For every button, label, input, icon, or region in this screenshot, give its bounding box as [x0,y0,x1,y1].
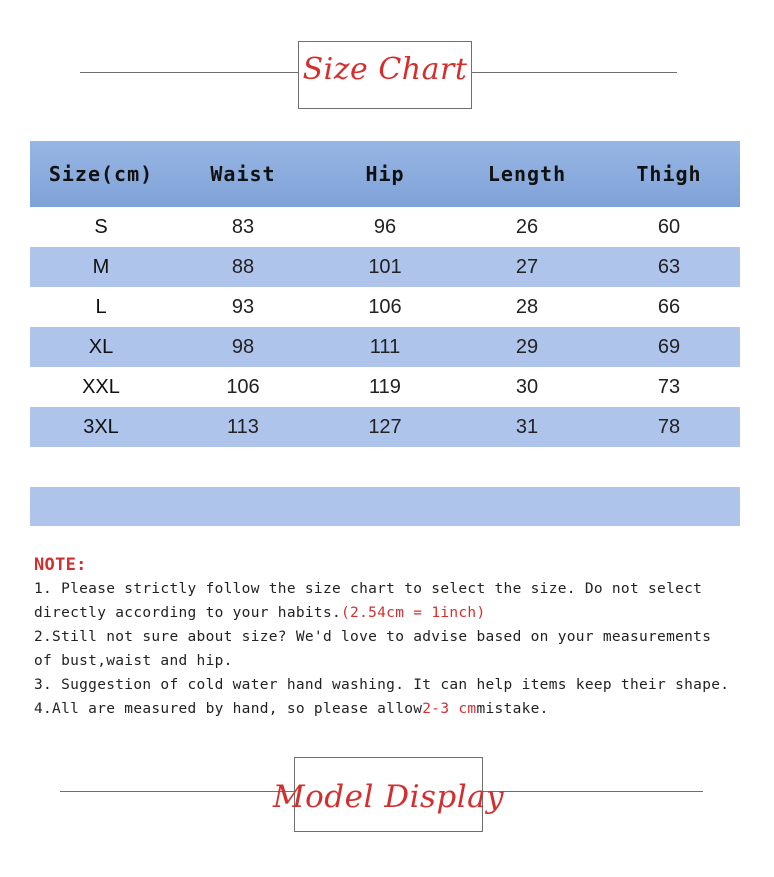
hip-cell: 127 [314,407,456,447]
table-header-row [30,141,740,207]
hip-cell: 106 [314,287,456,327]
table-row [30,327,740,367]
length-cell: 26 [456,207,598,247]
table-row [30,407,740,447]
note-item-1 [34,577,734,625]
note-4-tolerance: 2-3 cm [422,701,477,717]
size-cell: M [30,247,172,287]
size-chart-title: Size Chart [302,51,468,87]
table-row [30,287,740,327]
waist-cell: 98 [172,327,314,367]
note-4-text: 4.All are measured by hand, so please allow [34,701,423,717]
table-row [30,207,740,247]
length-cell: 27 [456,247,598,287]
size-cell: S [30,207,172,247]
size-table [30,141,740,447]
notes-section [34,553,734,721]
hip-cell: 111 [314,327,456,367]
hip-cell: 101 [314,247,456,287]
column-header-length: Length [456,141,598,207]
column-header-hip: Hip [314,141,456,207]
length-cell: 30 [456,367,598,407]
empty-table-band [30,487,740,526]
note-1-conversion: (2.54cm = 1inch) [341,605,486,621]
size-chart-title-frame [298,41,472,109]
model-divider-right [483,791,703,792]
note-item-4 [34,697,734,721]
model-display-title: Model Display [272,778,505,815]
waist-cell: 88 [172,247,314,287]
hip-cell: 96 [314,207,456,247]
table-row [30,367,740,407]
title-divider-right [472,72,677,73]
hip-cell: 119 [314,367,456,407]
length-cell: 28 [456,287,598,327]
waist-cell: 106 [172,367,314,407]
thigh-cell: 66 [598,287,740,327]
thigh-cell: 63 [598,247,740,287]
note-item-3: 3. Suggestion of cold water hand washing. It can help items keep their shape. [34,677,730,693]
column-header-waist: Waist [172,141,314,207]
model-display-title-frame [272,757,505,832]
size-cell: XL [30,327,172,367]
column-header-size: Size(cm) [30,141,172,207]
thigh-cell: 60 [598,207,740,247]
waist-cell: 83 [172,207,314,247]
size-cell: L [30,287,172,327]
note-1-text: 1. Please strictly follow the size chart to select the size. Do not select directly according to your habits. [34,581,703,621]
note-item-2: 2.Still not sure about size? We'd love to advise based on your measurements of bust,waist and hip. [34,629,712,669]
title-divider-left [80,72,298,73]
length-cell: 31 [456,407,598,447]
thigh-cell: 73 [598,367,740,407]
waist-cell: 113 [172,407,314,447]
model-divider-left [60,791,294,792]
notes-heading: NOTE: [34,555,87,575]
length-cell: 29 [456,327,598,367]
table-row [30,247,740,287]
size-cell: XXL [30,367,172,407]
size-cell: 3XL [30,407,172,447]
note-4-suffix: mistake. [476,701,549,717]
waist-cell: 93 [172,287,314,327]
thigh-cell: 78 [598,407,740,447]
column-header-thigh: Thigh [598,141,740,207]
thigh-cell: 69 [598,327,740,367]
